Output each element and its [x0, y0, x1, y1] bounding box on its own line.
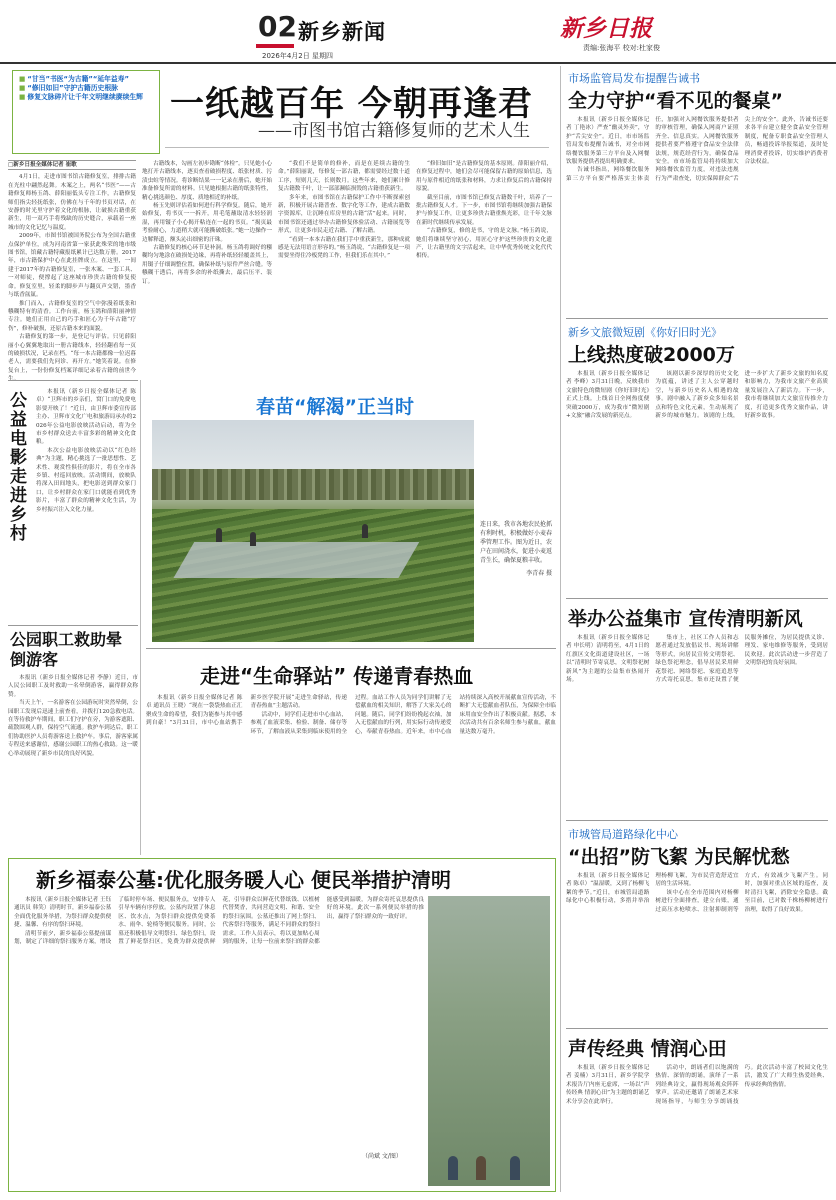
photo-farmer: [250, 532, 256, 546]
spring-headline: 春苗“解渴”正当时: [256, 396, 414, 418]
green-body: 本报讯（新乡日报全媒体记者 陈卓）“温湿暖，又到了杨柳飞絮的季节。”近日，市城管局道路绿化中心积极行动，多措并举治理杨柳飞絮，为市民营造舒适宜居的生活环境。 该中心在全市范围内对杨柳树进行全面排查，建立台账，通过高压水枪喷水、注射抑制剂等方式，有效减少飞絮产生。同时，加强对重点区域的巡查，及时清扫飞絮，消除安全隐患。截至目前，已对数千株杨柳树进行治理，取得了良好效果。: [566, 873, 828, 913]
header-rule: [0, 62, 836, 64]
issue-date: 2026年4月2日 星期四: [262, 52, 333, 60]
classic-headline: 声传经典 情润心田: [568, 1038, 727, 1060]
divider: [146, 648, 556, 649]
section-title: 新乡新闻: [298, 20, 386, 44]
market-headline: 全力守护“看不见的餐桌”: [568, 90, 783, 112]
wheat-field-photo: [152, 420, 474, 642]
green-headline: “出招”防飞絮 为民解忧愁: [568, 846, 790, 868]
poem-kicker: 新乡文旅微短剧《你好旧时光》: [568, 326, 722, 339]
lead-column-3: “我们不是简单的修补，而是在延续古籍的生命。”薛阳丽说，每修复一部古籍，都需要经过数十道工序，短则几天，长则数月。这些年来，她们累计修复古籍数千叶，让一部部濒临损毁的古籍重获新生。 多年来，市图书馆在古籍保护工作中不断探索创新，积极开展古籍普查、数字化等工作，建成古籍数字资源库，让沉睡在库房里的古籍“活”起来。同时，市图书馆还通过举办古籍修复体验活动、古籍展览等形式，让更多市民走近古籍、了解古籍。 “看到一本本古籍在我们手中重获新生，那种成就感是无法用语言形容的。”杨玉鸽说，“古籍修复是一项需要坐得住冷板凳的工作，但我们乐在其中。”: [278, 161, 410, 260]
poem-body: 本报讯（新乡日报全媒体记者 李峰）3月31日晚，反映我市文旅特色的微短剧《你好旧时光》正式上线。上线首日全网热度便突破2000万，成为我市“微短剧+文旅”融合发展的新亮点。 该剧以新乡深厚的历史文化为底蕴，讲述了主人公穿越时空，与新乡历史名人相遇的故事。剧中融入了新乡众多知名景点和特色文化元素，生动展现了新乡的城市魅力。该剧的上线，进一步扩大了新乡文旅的知名度和影响力，为我市文旅产业高质量发展注入了新活力。下一步，我市将继续加大文旅宣传推介力度，打造更多优秀文旅作品，讲好新乡故事。: [566, 371, 828, 420]
market-kicker: 市场监管局发布提醒告诫书: [568, 72, 700, 85]
column-divider: [140, 380, 141, 855]
photo-irrigation-water: [174, 542, 420, 578]
lead-column-2: 古籍线本，勾画左初步勘断“体检”。只见她小心地打开古籍线本，逐页查看破损程度、纸张材质、污渍虫蛀等情况。将诊断结果一一记录在册后，她开始准备修复所需的材料。只见她根据古籍的纸张特性，精心挑选颜色、厚度、质地相近的补纸。 杨玉先则评估着如何进行科学修复。随后，她开始修复，将书页一一拆开，用毛笔蘸取清水轻轻润湿，再用镊子小心揭开粘连在一起的书页。“揭页最考验耐心，力道稍大就可能撕破纸张。”她一边操作一边解释道，额头沁出细密的汗珠。 古籍修复的核心环节是补洞。杨玉鸽将调好的糨糊均匀地涂在破损处边缘，再将补纸轻轻覆盖其上，用镊子仔细调整位置，确保补纸与原件严丝合缝。等糨糊干透后，再将多余的补纸撕去，最后压平、装订。: [142, 161, 272, 285]
park-headline: 公园职工救助晕倒游客: [10, 630, 123, 669]
station-headline: 走进“生命驿站” 传递青春热血: [200, 664, 474, 688]
cemetery-photo: [428, 896, 550, 1186]
divider: [8, 625, 138, 626]
lead-column-1: □新乡日报全媒体记者 崔歌 4月1日，走进市图书馆古籍修复室，排排古籍在光柱中翩然起舞。木案之上，两名“书医”——古籍修复师杨玉鸽、薛阳丽低头专注工作，古籍修复师们指尖轻抚纸张，仿佛在与千年的书页对话，在安静的时光里守护着文化的根脉，让破损古籍重获新生，用一双巧手将残缺的历史缝合，承载着一座城市的文化记忆与温度。 2009年，市图书馆被国务院公布为全国古籍重点保护单位，成为河南省第一家获此殊荣的地市级图书馆，馆藏古籍特藏报纸累计已达数万册。2017年，市古籍保护中心在此挂牌成立。在这里，一间建于2017年的古籍修复室，一张木案、一套工具、一对师徒，便撑起了这座城市珍贵古籍的修复使命。修复室里，轻柔的脚步声与翻页声交错，墨香与纸香氤氲。 推门而入，古籍修复室的空气中弥漫着纸张和糨糊特有的清香。工作台前，杨玉鸽和薛阳丽神情专注。她们正用自己的巧手和匠心为千年古籍“疗伤”，修补破损，还原古籍本来的面貌。 古籍修复的第一步，是登记与评估。只见薛阳丽小心翼翼地取出一册古籍线本，轻轻翻看每一页的破损状况，记录在档。“每一本古籍都像一位迟暮老人，需要我们先问诊、再开方。”她笑着说。在修复台上，一份份修复档案详细记录着古籍的前世今: [8, 162, 136, 374]
lead-subtitle: ——市图书馆古籍修复师的艺术人生: [258, 121, 530, 141]
divider: [566, 598, 828, 599]
page-number-underline: [256, 44, 294, 48]
page-number: 02: [258, 10, 297, 43]
film-vertical-title: 公益电影走进乡村: [10, 391, 27, 544]
editor-credit: 责编:张海平 校对:杜家俊: [583, 44, 660, 52]
funeral-headline: 新乡福泰公墓:优化服务暖人心 便民举措护清明: [36, 868, 451, 892]
film-body: 本报讯（新乡日报全媒体记者 陈卓）“卫辉市的乡亲们，窝门口的免费电影要开映了！”近日，由卫辉市委宣传部主办、卫辉市文化广电和旅游局承办的2026年公益电影放映活动启动，将为全市乡村群众送去丰富多彩的精神文化食粮。 本次公益电影放映活动以“红色经典”为主题，精心挑选了一批思想性、艺术性、观赏性俱佳的影片，将在全市各乡镇、村巡回放映。活动期间，放映队将深入田间地头，把电影送到群众家门口，让乡村群众在家门口就能看到优秀影片，丰富了群众的精神文化生活，为乡村振兴注入文化力量。: [36, 389, 136, 513]
station-body: 本报讯（新乡日报全媒体记者 陈卓 通讯员 王晓）“现在一袋袋热血正汇聚成生命的希望，我们为能参与其中感到自豪！”3月31日，市中心血站携手新乡医学院开展“走进生命驿站，传递青春热血”主题活动。 活动中，同学们走进市中心血站，参观了血液采集、检验、制备、储存等环节，了解血液从采集到临床使用的全过程。血站工作人员为同学们讲解了无偿献血的相关知识，解答了大家关心的问题。随后，同学们纷纷挽起衣袖，加入无偿献血的行列，用实际行动传递爱心，奉献青春热血。近年来，市中心血站持续深入高校开展献血宣传活动，不断扩大无偿献血者队伍，为保障全市临床用血安全作出了积极贡献。据悉，本次活动共有百余名师生参与献血，献血量达数万毫升。: [146, 695, 556, 735]
teaser-line: ■ 修复文脉碎片让千年文明继续赓续生辉: [19, 93, 143, 101]
poem-headline: 上线热度破2000万: [568, 344, 735, 366]
divider: [8, 380, 138, 381]
lead-title-box: [165, 70, 549, 148]
photo-visitor: [476, 1156, 486, 1180]
lead-column-4: “修旧如旧”是古籍修复的基本原则。薛阳丽介绍，在修复过程中，她们会尽可能保留古籍的原始信息，选用与原件相近的纸张和材料，力求让修复后的古籍保持原貌。 截至目前，市图书馆已修复古籍数千叶，培养了一批古籍修复人才。下一步，市图书馆将继续加强古籍保护与修复工作，让更多珍贵古籍重焕光彩，让千年文脉在新时代继续传承发展。 “古籍修复，修的是书，守的是文脉。”杨玉鸽说，她们将继续坚守初心，用匠心守护这些珍贵的文化遗产，让古籍里的文字活起来，让中华优秀传统文化代代相传。: [416, 161, 552, 260]
divider: [566, 318, 828, 319]
spring-caption: 连日来，我市各地农民抢抓有利时机，积极做好小麦春季管理工作。图为近日，农户在田间浇水，促进小麦返青生长，确保夏粮丰收。 李青春 摄: [480, 521, 553, 577]
photo-visitor: [510, 1156, 520, 1180]
fair-headline: 举办公益集市 宣传清明新风: [568, 608, 803, 630]
photo-trees: [152, 469, 474, 500]
market-body: 本报讯（新乡日报全媒体记者 丁艳冰）严查“幽灵外卖”，守护“舌尖安全”。近日，市市场监管局发布提醒告诫书，对全市网络餐饮服务第三方平台及入网餐饮服务提供者提出明确要求。 告诫书指出，网络餐饮服务第三方平台要严格落实主体责任，加强对入网餐饮服务提供者的审核管理，确保入网商户证照齐全、信息真实。入网餐饮服务提供者要严格遵守食品安全法律法规，规范经营行为，确保食品安全。市市场监管局将持续加大网络餐饮监管力度，对违法违规行为严肃查处，切实保障群众“舌尖上的安全”。此外，告诫书还要求各平台建立健全食品安全管理制度，配备专职食品安全管理人员，畅通投诉举报渠道，及时处理消费者投诉，切实维护消费者合法权益。: [566, 117, 828, 182]
divider: [566, 1028, 828, 1029]
lead-headline: 一纸越百年 今朝再逢君: [170, 84, 533, 124]
teaser-line: ■ “修旧如旧”守护古籍历史根脉: [19, 84, 118, 92]
teaser-box: [12, 70, 160, 154]
fair-body: 本报讯（新乡日报全媒体记者 申长明）清明将至，4月1日的红旗区文化街道建设社区，一场以“清明时节寄哀思，文明祭祀树新风”为主题的公益集市热闹开场。 集市上，社区工作人员和志愿者通过发放倡议书、现场讲解等形式，向居民宣传文明祭祀、绿色祭祀理念，倡导居民采用鲜花祭祀、网络祭祀、家庭追思等方式寄托哀思。集市还设置了便民服务摊位，为居民提供义诊、理发、家电维修等服务，受到居民欢迎。此次活动进一步营造了文明祭祀的良好氛围。: [566, 635, 828, 684]
park-body: 本报讯（新乡日报全媒体记者 李静）近日，市人民公园职工及时救助一名晕倒游客，赢得群众称赞。 当天上午，一名游客在公园游玩时突然晕倒，公园职工发现后迅速上前查看，并拨打120急救电话。在等待救护车期间，职工们守护在旁，为游客遮阳、疏散围观人群，保持空气流通。救护车到达后，职工们协助医护人员将游客送上救护车。事后，游客家属专程送来感谢信，感谢公园职工的热心救助。这一暖心举动展现了新乡市民的良好风貌。: [8, 675, 138, 757]
photo-farmer: [362, 524, 368, 538]
funeral-body: 本报讯（新乡日报全媒体记者 王钰 通讯员 韩笑）清明时节，新乡福泰公墓全面优化服务举措，为祭扫群众提供便捷、温馨、有序的祭扫环境。 清明节前夕，新乡福泰公墓提前谋划，制定了详细的祭扫服务方案，增设了临时停车场、便民服务点，安排专人引导车辆有序停放。公墓内设置了休息区、饮水点，为祭扫群众提供免费茶水、雨伞、轮椅等便民服务。同时，公墓还积极倡导文明祭扫、绿色祭扫，设置了鲜花祭扫区，免费为群众提供鲜花，引导群众以鲜花代替纸钱、以植树代替焚香，共同营造文明、和谐、安全的祭扫氛围。公墓还推出了网上祭扫、代客祭扫等服务，满足不同群众的祭扫需求。工作人员表示，将以更加贴心周到的服务，让每一位前来祭扫的群众都能感受到温暖，为群众寄托哀思提供良好的环境。此次一系列便民举措的推出，赢得了祭扫群众的一致好评。: [14, 897, 424, 946]
photo-visitor: [448, 1156, 458, 1180]
column-divider: [560, 66, 561, 1192]
classic-body: 本报讯（新乡日报全媒体记者 姜楠）3月31日，新乡学院学术报告厅内座无虚席，一场以“声传经典 情润心田”为主题的朗诵艺术分享会在此举行。 活动中，朗诵者们以饱满的热情、深情的朗诵，演绎了一系列经典诗文，赢得现场观众阵阵掌声。活动还邀请了朗诵艺术家现场指导，与师生分享朗诵技巧。此次活动丰富了校园文化生活，激发了广大师生热爱经典、传承经典的热情。: [566, 1065, 828, 1105]
newspaper-logo: 新乡日报: [560, 15, 652, 42]
teaser-line: ■ “甘当”书医“为古籍”“延年益寿”: [19, 75, 129, 83]
funeral-credit: （尚斌 文/图）: [362, 1153, 402, 1160]
green-kicker: 市城管局道路绿化中心: [568, 828, 678, 841]
divider: [566, 820, 828, 821]
photo-farmer: [216, 528, 222, 542]
